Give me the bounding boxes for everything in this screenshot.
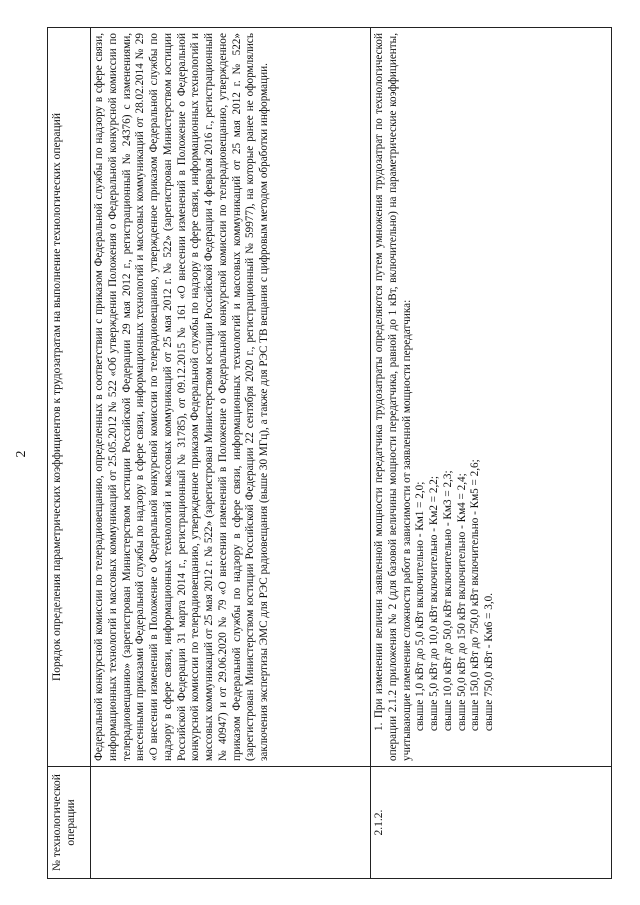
table-header-row bbox=[48, 28, 91, 879]
coefficient-line: свыше 150,0 кВт до 750,0 кВт включительно - Км5 = 2,6; bbox=[469, 459, 482, 731]
row1-text: Федеральной конкурсной комиссии по телерадиовещанию, определенных в соответствии с приказом Федеральной службы по надзору в сфере связи, информационных технологий и массовых коммуникаций от 25.05.2012 № 522 «Об утверждении Положения о Федеральной конкурсной комиссии по телерадиовещанию» (зарегистрован Министерством юстиции Российской Федерации 29 мая 2012 г., регистрационный № 24376) с изменениями, внесенными приказами Федеральной службы по надзору в сфере связи, информационных технологий и массовых коммуникаций от 28.02.2014 № 29 «О внесении изменений в Положение о Федеральной конкурсной комиссии по телерадиовещанию, утвержденное приказом Федеральной службы по надзору в сфере связи, информационных технологий и массовых коммуникаций от 25 мая 2012 г. № 522» (зарегистрован Министерством юстиции Российской Федерации 31 марта 2014 г., регистрационный № 31785), от 09.12.2015 № 161 «О внесении изменений в Положение о Федеральной конкурсной комиссии по телерадиовещанию, утвержденное приказом Федеральной службы по надзору в сфере связи, информационных технологий и массовых коммуникаций от 25 мая 2012 г. № 522» (зарегистрован Министерством юстиции Российской Федерации 4 февраля 2016 г., регистрационный № 40947) и от 29.06.2020 № 79 «О внесении изменений в Положение о Федеральной конкурсной комиссии по телерадиовещанию, утвержденное приказом Федеральной службы по надзору в сфере связи, информационных технологий и массовых коммуникаций от 25 мая 2012 г. № 522» (зарегистрован Министерством юстиции Российской Федерации 22 сентября 2020 г., регистрационный № 59977), на которые ранее не оформлялись заключения экспертизы ЭМС для РЭС радиовещания (выше 30 МГц), а также для РЭС ТВ вещания с цифровым методом обработки информации. bbox=[93, 33, 271, 761]
row1-number bbox=[91, 767, 371, 879]
row1-text-cell bbox=[91, 28, 371, 767]
coefficient-line: свыше 10,0 кВт до 50,0 кВт включительно - Км3 = 2,3; bbox=[441, 470, 454, 731]
coefficient-line: свыше 5,0 кВт до 10,0 кВт включительно - Км2 = 2,2; bbox=[428, 476, 441, 731]
rotated-table-wrapper bbox=[47, 27, 600, 879]
table-row bbox=[371, 28, 612, 879]
table-row bbox=[91, 28, 371, 879]
row2-text-cell bbox=[371, 28, 612, 767]
coefficient-line: свыше 750,0 кВт - Км6 = 3,0. bbox=[483, 592, 496, 731]
coefficient-line: свыше 50,0 кВт до 150 кВт включительно - Км4 = 2,4; bbox=[455, 473, 468, 731]
row2-intro: 1. При изменении величин заявленной мощности передатчика трудозатраты определяются путем умножения трудозатрат по технологической операции 2.1.2 приложения № 2 (для базовой величины мощности передатчика, равной до 1 кВт, включительно) на параметрические коэффициенты, учитывающие изменение сложности работ в зависимости от заявленной мощности передатчика: bbox=[373, 33, 413, 761]
header-coefficient-order: Порядок определения параметрических коэффициентов к трудозатратам на выполнение технологических операций bbox=[48, 28, 91, 767]
header-operation-number: № технологической операции bbox=[48, 767, 91, 879]
coefficient-line: свыше 1,0 кВт до 5,0 кВт включительно - Км1 = 2,0; bbox=[414, 481, 427, 731]
operations-table bbox=[47, 27, 612, 879]
page-number: 2 bbox=[14, 450, 29, 458]
row2-number: 2.1.2. bbox=[371, 767, 612, 879]
